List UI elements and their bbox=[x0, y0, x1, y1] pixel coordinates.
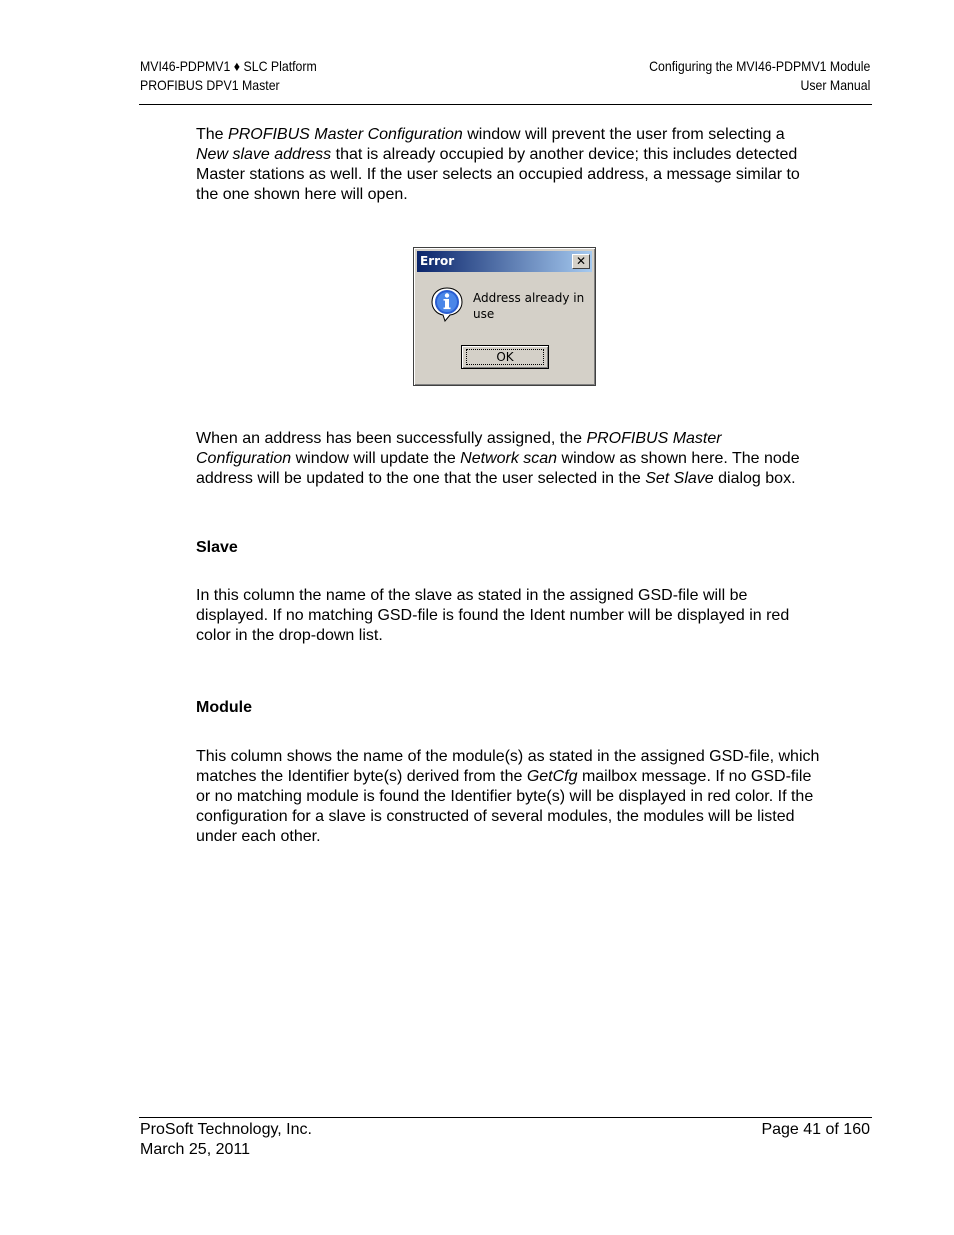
dialog-message: Address already in use bbox=[473, 291, 585, 321]
error-dialog bbox=[413, 247, 596, 386]
dialog-title-bar bbox=[417, 251, 592, 272]
publish-date: March 25, 2011 bbox=[140, 1141, 250, 1158]
slave-heading: Slave bbox=[196, 539, 238, 556]
header-right bbox=[649, 57, 870, 95]
close-icon[interactable]: ✕ bbox=[572, 254, 590, 269]
module-heading: Module bbox=[196, 699, 252, 716]
intro-paragraph: The PROFIBUS Master Configuration window will prevent the user from selecting a New slave address that is already occupied by another device; this includes detected Master stations as well. If the user selects an occupied address, a message similar to the one shown here will open. bbox=[196, 126, 800, 203]
assigned-paragraph: When an address has been successfully assigned, the PROFIBUS Master Configuration window will update the Network scan window as shown here. The node address will be updated to the one that the user selected in the Set Slave dialog box. bbox=[196, 430, 800, 487]
ok-button[interactable] bbox=[461, 345, 549, 369]
module-paragraph: This column shows the name of the module(s) as stated in the assigned GSD-file, which matches the Identifier byte(s) derived from the GetCfg mailbox message. If no GSD-file or no matching module is found the Identifier byte(s) will be displayed in red color. If the configuration for a slave is constructed of several modules, the modules will be listed under each other. bbox=[196, 748, 820, 845]
product-title: MVI46-PDPMV1 ♦ SLC Platform bbox=[140, 58, 317, 74]
ok-button-label: OK bbox=[496, 350, 514, 364]
slave-paragraph: In this column the name of the slave as stated in the assigned GSD-file will be displayed. If no matching GSD-file is found the Ident number will be displayed in red color in the drop-down list. bbox=[196, 587, 790, 644]
header-left bbox=[140, 57, 317, 95]
focus-rectangle bbox=[466, 349, 544, 365]
page-number: Page 41 of 160 bbox=[761, 1121, 870, 1138]
footer-left bbox=[140, 1120, 312, 1160]
info-icon bbox=[429, 286, 465, 322]
company-name: ProSoft Technology, Inc. bbox=[140, 1121, 312, 1138]
chapter-title: Configuring the MVI46-PDPMV1 Module bbox=[648, 58, 870, 74]
header-divider bbox=[139, 104, 872, 105]
product-subtitle: PROFIBUS DPV1 Master bbox=[140, 77, 280, 93]
dialog-title: Error bbox=[420, 254, 455, 268]
footer-divider bbox=[139, 1117, 872, 1118]
manual-type: User Manual bbox=[800, 77, 870, 93]
